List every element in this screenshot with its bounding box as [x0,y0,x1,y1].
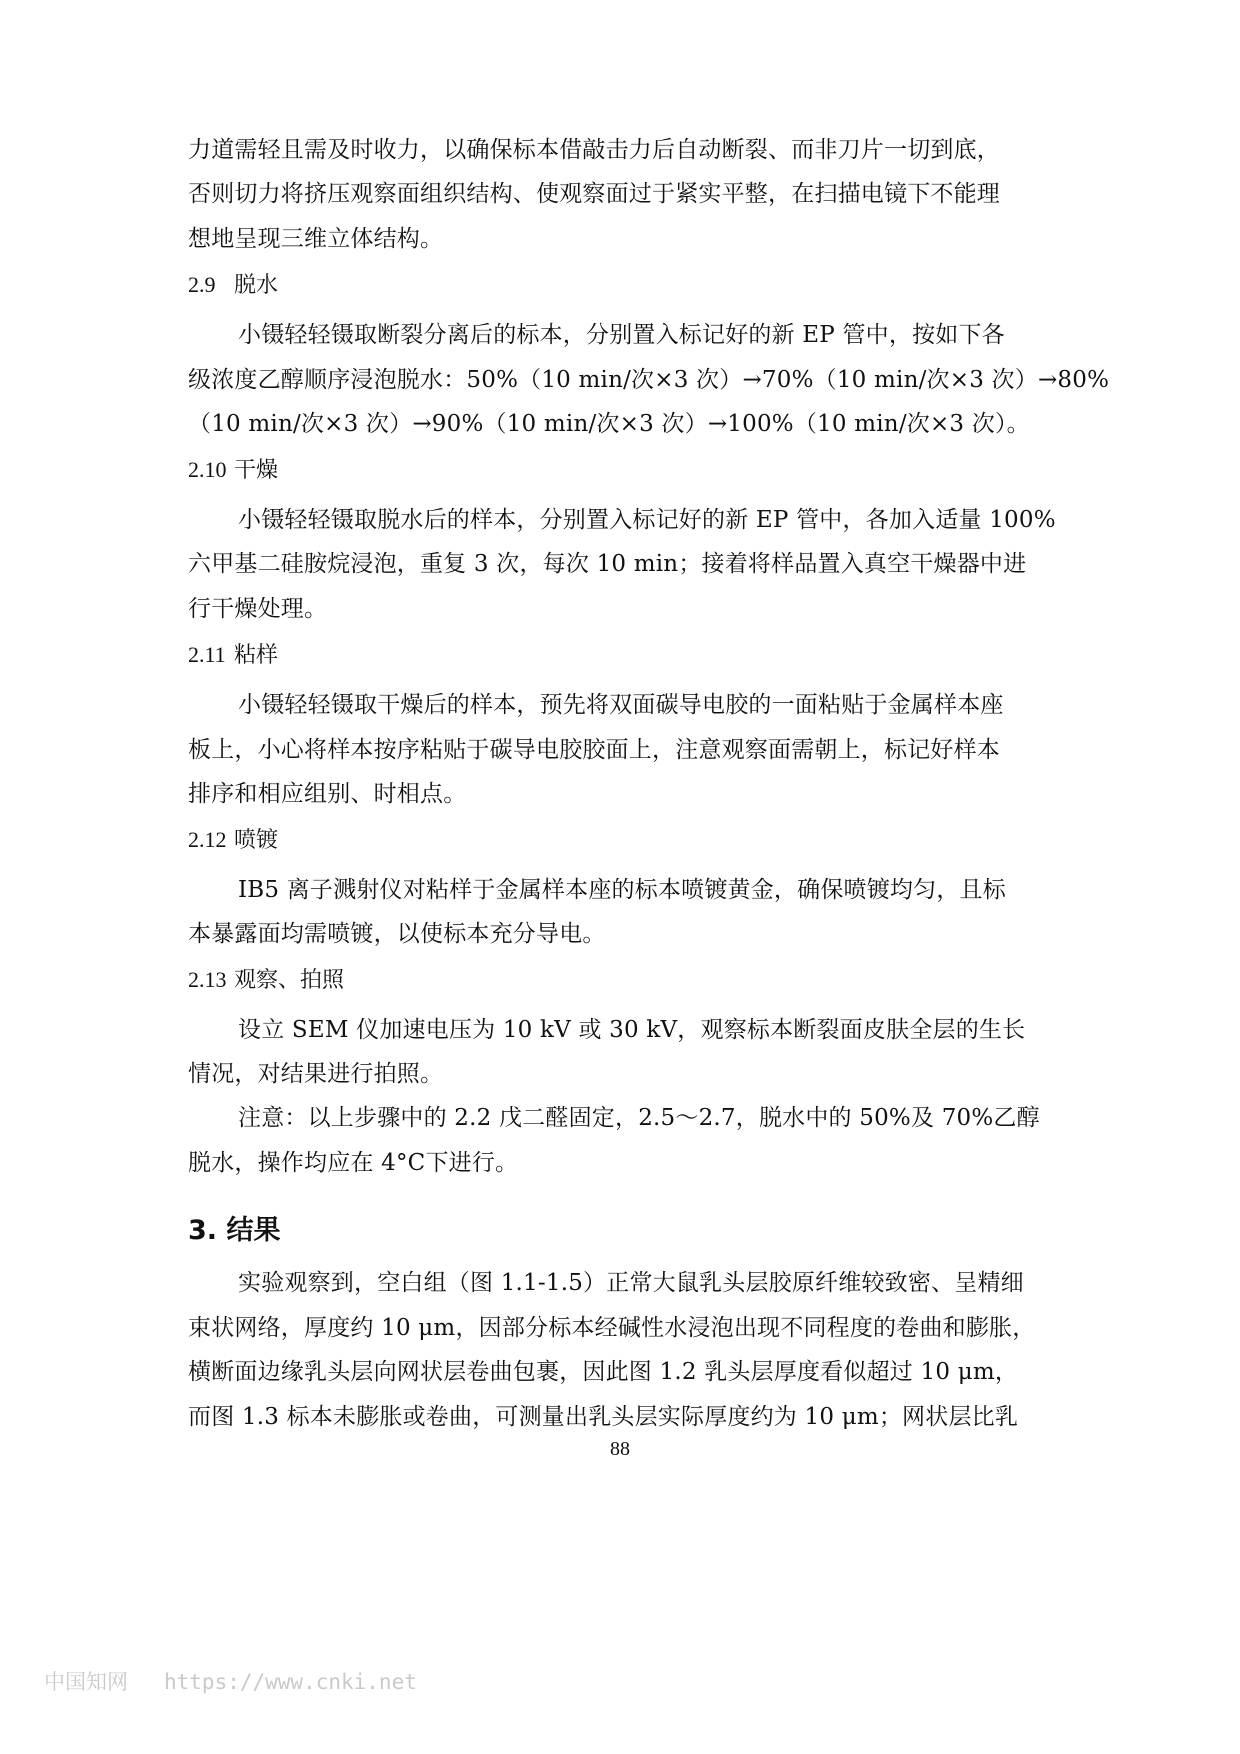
section-heading-2-13 [188,965,344,996]
section-number: 2.9 [188,272,216,297]
paragraph-line: 束状网络，厚度约 10 μm，因部分标本经碱性水浸泡出现不同程度的卷曲和膨胀， [188,1315,1036,1341]
paragraph-line: 想地呈现三维立体结构。 [188,226,444,252]
section-heading-2-11 [188,640,278,671]
paragraph-line: IB5 离子溅射仪对粘样于金属样本座的标本喷镀黄金，确保喷镀均匀，且标 [238,877,1006,903]
paragraph-line: 排序和相应组别、时相点。 [188,781,467,807]
section-title: 脱水 [234,273,279,298]
paragraph-line: 小镊轻轻镊取断裂分离后的标本，分别置入标记好的新 EP 管中，按如下各 [238,322,1005,348]
paragraph-line: 否则切力将挤压观察面组织结构、使观察面过于紧实平整，在扫描电镜下不能理 [188,181,1000,207]
paragraph-line: 行干燥处理。 [188,596,328,622]
section-number: 2.11 [188,642,226,667]
section-heading-2-12 [188,825,278,856]
watermark-url: https://www.cnki.net [164,1670,417,1694]
section-title: 喷镀 [234,828,279,853]
paragraph-line: 本暴露面均需喷镀，以使标本充分导电。 [188,921,606,947]
section-number: 2.12 [188,827,227,852]
paragraph-line: （10 min/次×3 次）→90%（10 min/次×3 次）→100%（10 min/次×3 次）。 [188,411,1030,437]
paragraph-line: 级浓度乙醇顺序浸泡脱水：50%（10 min/次×3 次）→70%（10 min/次×3 次）→80% [188,367,1110,393]
paragraph-line: 设立 SEM 仪加速电压为 10 kV 或 30 kV，观察标本断裂面皮肤全层的生长 [238,1017,1026,1043]
section-heading-2-9 [188,270,278,301]
paragraph-line: 六甲基二硅胺烷浸泡，重复 3 次，每次 10 min；接着将样品置入真空干燥器中进 [188,551,1027,577]
paragraph-line: 情况，对结果进行拍照。 [188,1061,444,1087]
paragraph-line: 而图 1.3 标本未膨胀或卷曲，可测量出乳头层实际厚度约为 10 μm；网状层比乳 [188,1404,1019,1430]
section-title: 粘样 [234,643,279,668]
page-number: 88 [610,1438,630,1460]
watermark-brand: 中国知网 [44,1670,128,1694]
section-heading-2-10 [188,455,278,486]
paragraph-line: 板上，小心将样本按序粘贴于碳导电胶胶面上，注意观察面需朝上，标记好样本 [188,737,1000,763]
section-heading-results: 3. 结果 [188,1215,281,1246]
section-number: 2.10 [188,457,227,482]
section-title: 观察、拍照 [234,968,345,993]
paragraph-line: 力道需轻且需及时收力，以确保标本借敲击力后自动断裂、而非刀片一切到底， [188,137,1000,163]
note-line: 注意：以上步骤中的 2.2 戊二醛固定，2.5～2.7，脱水中的 50%及 70%乙醇 [238,1105,1040,1131]
section-number: 2.13 [188,967,227,992]
paragraph-line: 小镊轻轻镊取干燥后的样本，预先将双面碳导电胶的一面粘贴于金属样本座 [238,692,1004,718]
note-line: 脱水，操作均应在 4°C下进行。 [188,1150,519,1176]
paragraph-line: 横断面边缘乳头层向网状层卷曲包裹，因此图 1.2 乳头层厚度看似超过 10 μm， [188,1359,1019,1385]
section-title: 干燥 [234,458,279,483]
paragraph-line: 实验观察到，空白组（图 1.1-1.5）正常大鼠乳头层胶原纤维较致密、呈精细 [238,1270,1024,1296]
watermark [44,1666,417,1696]
paragraph-line: 小镊轻轻镊取脱水后的样本，分别置入标记好的新 EP 管中，各加入适量 100% [238,507,1056,533]
